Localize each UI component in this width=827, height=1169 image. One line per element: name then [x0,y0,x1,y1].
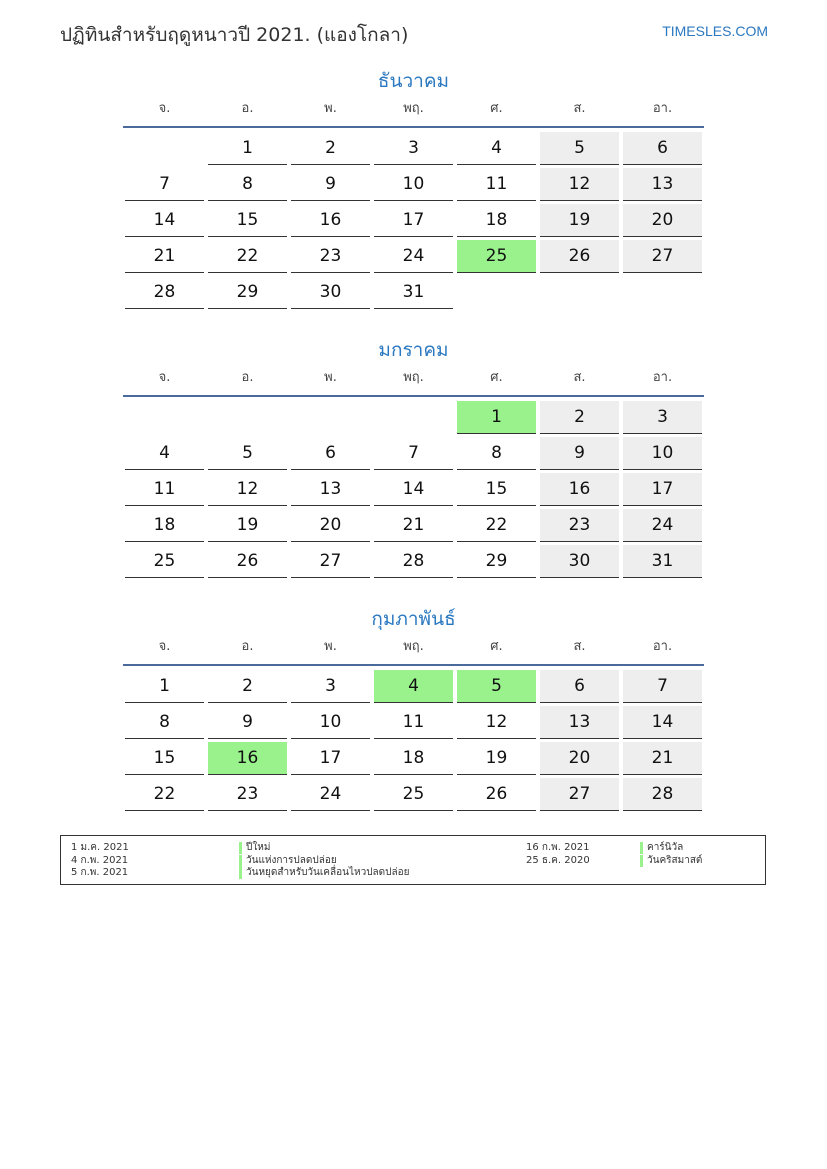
month-title: กุมภาพันธ์ [371,608,456,630]
day-cell [455,706,538,742]
day-cell [455,168,538,204]
legend-holiday-name: วันคริสมาสต์ [640,855,702,867]
day-number: 6 [291,437,370,470]
weekday-label: ศ. [490,370,503,385]
day-number: 16 [208,742,287,775]
day-number: 11 [457,168,536,201]
day-cell [538,437,621,473]
day-cell [289,240,372,276]
weekday-label: อา. [652,639,673,654]
day-cell [538,545,621,581]
day-cell [538,706,621,742]
day-number: 26 [208,545,287,578]
weekday-label: ส. [573,101,586,116]
weekday-label: พฤ. [403,370,424,385]
day-number: 4 [125,437,204,470]
weekday-label: อ. [241,639,254,654]
day-cell [206,545,289,581]
day-number: 2 [540,401,619,434]
day-grid [123,666,704,814]
day-number: 23 [208,778,287,811]
day-cell [621,401,704,437]
month-calendar [123,604,704,814]
day-number: 24 [374,240,453,273]
day-cell [206,706,289,742]
day-cell [123,509,206,545]
weekday-header [123,100,704,128]
day-number: 22 [457,509,536,542]
day-cell [538,742,621,778]
day-cell [206,742,289,778]
weekday-label: จ. [158,639,171,654]
day-number: 17 [374,204,453,237]
day-cell [455,437,538,473]
day-number: 30 [540,545,619,578]
legend-date: 16 ก.พ. 2021 [526,842,590,853]
weekday-label: อ. [241,370,254,385]
day-cell [538,168,621,204]
day-cell [621,509,704,545]
day-cell [621,240,704,276]
legend-holiday-name: วันแห่งการปลดปล่อย [239,855,337,867]
day-cell [372,670,455,706]
day-cell [206,240,289,276]
empty-day-cell [621,276,704,312]
day-cell [123,437,206,473]
day-cell [372,240,455,276]
day-number: 1 [125,670,204,703]
day-cell [123,276,206,312]
day-cell [538,473,621,509]
day-cell [289,204,372,240]
weekday-label: พฤ. [403,639,424,654]
legend-holiday-name: ปีใหม่ [239,842,270,854]
day-number: 12 [540,168,619,201]
day-cell [206,204,289,240]
day-cell [621,132,704,168]
day-number: 19 [540,204,619,237]
day-cell [289,545,372,581]
weekday-label: ส. [573,370,586,385]
weekday-label: อา. [652,370,673,385]
weekday-label: ส. [573,639,586,654]
holiday-legend [60,835,766,885]
day-cell [621,778,704,814]
weekday-label: พ. [324,101,337,116]
day-cell [123,670,206,706]
day-number: 31 [374,276,453,309]
day-number: 31 [623,545,702,578]
day-number: 28 [374,545,453,578]
weekday-label: อา. [652,101,673,116]
day-cell [289,706,372,742]
day-cell [206,276,289,312]
legend-date: 4 ก.พ. 2021 [71,854,129,866]
day-cell [455,473,538,509]
day-cell [538,240,621,276]
day-number: 14 [125,204,204,237]
day-cell [621,742,704,778]
day-cell [455,545,538,581]
day-number: 8 [457,437,536,470]
day-number: 24 [291,778,370,811]
weekday-label: จ. [158,370,171,385]
day-number: 27 [291,545,370,578]
day-number: 29 [208,276,287,309]
day-number: 13 [540,706,619,739]
empty-day-cell [123,132,206,168]
day-cell [372,168,455,204]
day-number: 6 [540,670,619,703]
weekday-label: ศ. [490,639,503,654]
day-number: 28 [623,778,702,811]
day-number: 3 [374,132,453,165]
day-number: 22 [125,778,204,811]
day-number: 13 [291,473,370,506]
day-cell [538,670,621,706]
weekday-header [123,638,704,666]
weekday-label: ศ. [490,101,503,116]
weekday-label: พ. [324,639,337,654]
day-cell [621,168,704,204]
day-cell [372,132,455,168]
day-cell [538,204,621,240]
day-cell [621,706,704,742]
day-number: 4 [457,132,536,165]
weekday-label: จ. [158,101,171,116]
day-number: 21 [125,240,204,273]
day-cell [372,473,455,509]
day-number: 26 [457,778,536,811]
day-cell [372,204,455,240]
empty-day-cell [455,276,538,312]
day-number: 9 [208,706,287,739]
legend-holiday-name: วันหยุดสำหรับวันเคลื่อนไหวปลดปล่อย [239,867,410,879]
day-number: 17 [623,473,702,506]
day-number: 5 [457,670,536,703]
day-number: 23 [291,240,370,273]
day-number: 18 [125,509,204,542]
day-number [540,276,619,309]
day-number: 29 [457,545,536,578]
month-calendar [123,66,704,312]
day-number: 28 [125,276,204,309]
day-number: 14 [623,706,702,739]
day-cell [123,240,206,276]
day-cell [455,778,538,814]
day-number [125,401,204,434]
day-number: 8 [208,168,287,201]
day-cell [289,473,372,509]
day-number: 17 [291,742,370,775]
day-number: 7 [623,670,702,703]
day-number: 20 [540,742,619,775]
day-cell [206,670,289,706]
day-number: 3 [291,670,370,703]
day-number: 15 [457,473,536,506]
day-number: 11 [125,473,204,506]
day-number: 18 [457,204,536,237]
day-number: 16 [291,204,370,237]
day-cell [621,437,704,473]
day-number: 10 [291,706,370,739]
day-cell [621,473,704,509]
day-number: 16 [540,473,619,506]
day-number: 25 [457,240,536,273]
day-number: 23 [540,509,619,542]
day-grid [123,128,704,312]
day-number [291,401,370,434]
site-link[interactable]: TIMESLES.COM [662,23,768,39]
day-cell [621,670,704,706]
day-number: 4 [374,670,453,703]
weekday-label: อ. [241,101,254,116]
day-number: 2 [291,132,370,165]
empty-day-cell [372,401,455,437]
day-number: 10 [374,168,453,201]
day-cell [123,778,206,814]
day-number: 5 [540,132,619,165]
day-cell [289,778,372,814]
month-calendar [123,335,704,581]
day-number: 2 [208,670,287,703]
day-number: 26 [540,240,619,273]
day-cell [455,132,538,168]
legend-date: 5 ก.พ. 2021 [71,867,129,878]
day-number: 20 [623,204,702,237]
day-cell [206,778,289,814]
day-cell [372,276,455,312]
page-title: ปฏิทินสำหรับฤดูหนาวปี 2021. (แองโกลา) [60,24,409,46]
day-cell [538,401,621,437]
day-grid [123,397,704,581]
day-number: 12 [457,706,536,739]
day-number: 7 [374,437,453,470]
day-number: 15 [125,742,204,775]
day-number: 24 [623,509,702,542]
day-number: 12 [208,473,287,506]
day-cell [621,545,704,581]
day-number: 21 [374,509,453,542]
day-cell [206,437,289,473]
empty-day-cell [123,401,206,437]
day-cell [372,509,455,545]
day-cell [372,706,455,742]
day-cell [289,132,372,168]
empty-day-cell [538,276,621,312]
day-number: 20 [291,509,370,542]
weekday-label: พฤ. [403,101,424,116]
legend-holiday-name: คาร์นิวัล [640,842,683,854]
day-cell [206,168,289,204]
day-number: 1 [208,132,287,165]
day-number: 3 [623,401,702,434]
day-cell [372,545,455,581]
legend-date: 1 ม.ค. 2021 [71,842,129,853]
day-number: 27 [623,240,702,273]
day-number: 25 [125,545,204,578]
day-cell [123,473,206,509]
day-cell [372,437,455,473]
day-cell [289,742,372,778]
weekday-label: พ. [324,370,337,385]
day-cell [123,706,206,742]
month-title: ธันวาคม [377,70,450,92]
day-cell [289,168,372,204]
day-cell [455,401,538,437]
day-cell [206,509,289,545]
day-cell [538,509,621,545]
day-cell [455,204,538,240]
empty-day-cell [289,401,372,437]
day-number: 6 [623,132,702,165]
day-cell [123,545,206,581]
day-number: 8 [125,706,204,739]
day-cell [289,276,372,312]
day-number: 30 [291,276,370,309]
day-cell [372,742,455,778]
empty-day-cell [206,401,289,437]
day-number: 9 [291,168,370,201]
day-number: 10 [623,437,702,470]
day-cell [372,778,455,814]
day-cell [123,742,206,778]
day-number: 1 [457,401,536,434]
day-number: 21 [623,742,702,775]
day-cell [455,509,538,545]
day-cell [206,132,289,168]
day-number: 19 [208,509,287,542]
day-number [623,276,702,309]
day-cell [206,473,289,509]
day-number [208,401,287,434]
legend-date: 25 ธ.ค. 2020 [526,854,590,866]
day-cell [455,742,538,778]
day-cell [621,204,704,240]
day-cell [538,778,621,814]
month-title: มกราคม [378,339,449,361]
day-number: 9 [540,437,619,470]
weekday-header [123,369,704,397]
day-number: 25 [374,778,453,811]
day-cell [289,509,372,545]
day-number: 22 [208,240,287,273]
day-number [374,401,453,434]
day-cell [455,240,538,276]
day-number [125,132,204,165]
day-number: 18 [374,742,453,775]
day-number: 5 [208,437,287,470]
day-cell [455,670,538,706]
day-number: 15 [208,204,287,237]
day-number [457,276,536,309]
day-number: 27 [540,778,619,811]
day-number: 19 [457,742,536,775]
day-cell [289,670,372,706]
day-number: 7 [125,168,204,201]
day-number: 13 [623,168,702,201]
day-cell [538,132,621,168]
day-cell [289,437,372,473]
day-number: 14 [374,473,453,506]
day-cell [123,204,206,240]
day-number: 11 [374,706,453,739]
day-cell [123,168,206,204]
